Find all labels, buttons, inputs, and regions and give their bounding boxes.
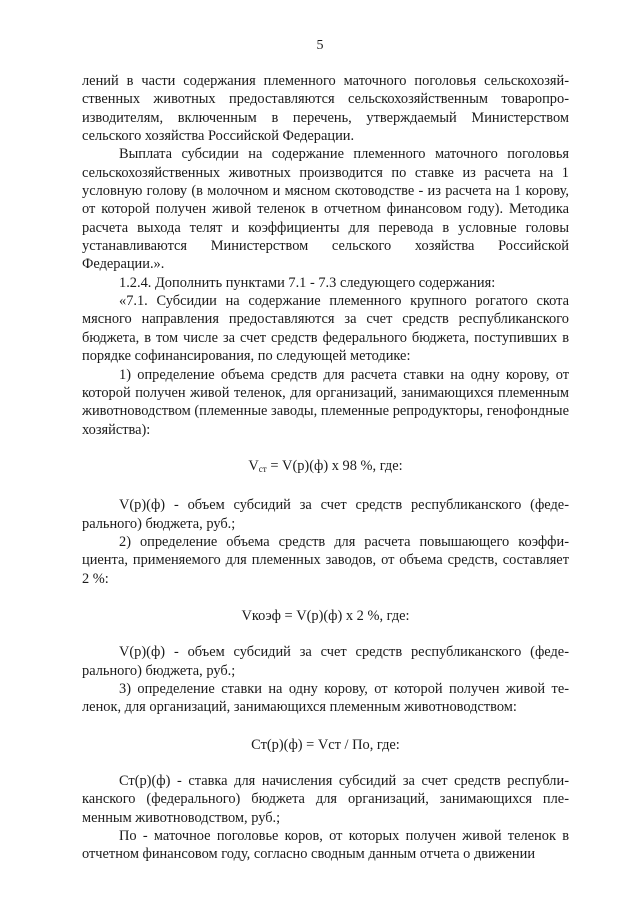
formula-body: = V(р)(ф) х 98 %, где: (266, 457, 403, 474)
document-body (82, 72, 569, 864)
paragraph-definition-v-2: V(р)(ф) - объем субсидий за счет средств республиканского (федерального) бюджета, руб.; (82, 644, 569, 679)
formula-subscript: ст (258, 463, 267, 474)
formula-st: Ст(р)(ф) = Vст / По, где: (251, 736, 400, 753)
paragraph-step-3: 3) определение ставки на одну корову, от которой получен живой теленок, для организаций, занимающихся племенным животноводством: (82, 680, 569, 716)
paragraph-definition-st: Ст(р)(ф) - ставка для начисления субсидий за счет средств республиканского (федерального) бюджета для организаций, занимающихся племенным животноводством, руб.; (82, 773, 569, 826)
paragraph-clause-7-1: «7.1. Субсидии на содержание племенного крупного рогатого скота мясного направления предоставляются за счет средств республиканского бюджета, в том числе за счет средств федерального бюджета, поступивших в порядке софинансирования, по следующей методике: (82, 293, 569, 365)
paragraph-step-1: 1) определение объема средств для расчета ставки на одну корову, от которой получен живой теленок, для организаций, занимающихся племенным животноводством (племенные заводы, племенные репродукторы, генофондные хозяйства): (82, 366, 569, 438)
page-number: 5 (316, 38, 324, 53)
paragraph-subsidy-payment: Выплата субсидии на содержание племенного маточного поголовья сельскохозяйственных животных производится по ставке из расчета на 1 условную голову (в молочном и мясном скотоводстве - из расчета на 1 корову, от которой получен живой теленок в отчетном финансовом году). Методика расчета выхода телят и коэффициенты для перевода в условные головы устанавливаются Министерством сельского хозяйства Российской Федерации.». (82, 146, 569, 273)
formula-prefix: V (248, 457, 259, 474)
paragraph-step-2: 2) определение объема средств для расчета повышающего коэффициента, применяемого для племенных заводов, от объема средств, составляет 2 %: (82, 533, 569, 587)
paragraph-definition-v: V(р)(ф) - объем субсидий за счет средств республиканского (федерального) бюджета, руб.; (82, 497, 569, 532)
paragraph-amendment-1-2-4: 1.2.4. Дополнить пунктами 7.1 - 7.3 следующего содержания: (119, 274, 496, 291)
formula-v-st (82, 457, 569, 478)
paragraph-definition-po: По - маточное поголовье коров, от которых получен живой теленок в отчетном финансовом году, согласно сводным данным отчета о движении (82, 828, 569, 863)
paragraph-continuation: лений в части содержания племенного маточного поголовья сельскохозяйственных животных предоставляются сельскохозяйственным товаропроизводителям, включенным в перечень, утверждаемый Министерством сельского хозяйства Российской Федерации. (82, 73, 569, 145)
formula-v-koef: Vкоэф = V(р)(ф) х 2 %, где: (241, 607, 410, 624)
